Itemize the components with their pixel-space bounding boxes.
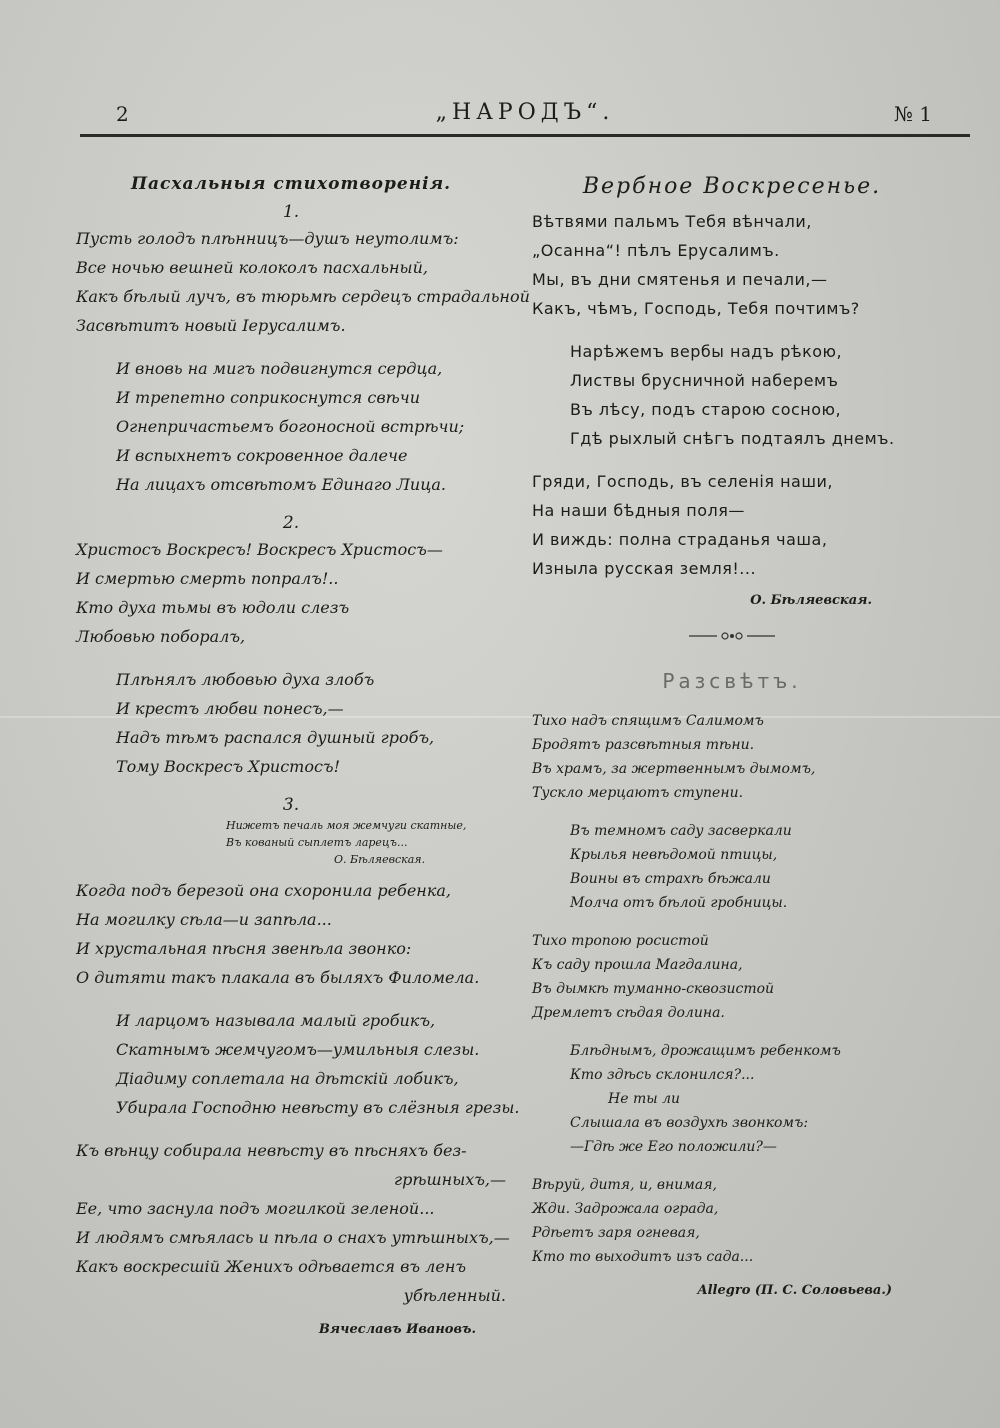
stanza: [532, 467, 932, 583]
verse-line: Гряди, Господь, въ селенія наши,: [532, 472, 833, 491]
verse-line: Огнепричастьемъ богоносной встрѣчи;: [116, 417, 465, 436]
verse-line: Вѣтвями пальмъ Тебя вѣнчали,: [532, 212, 812, 231]
verse-line: Воины въ страхѣ бѣжали: [570, 871, 771, 887]
stanza: [532, 819, 932, 915]
verse-line: Ее, что заснула подъ могилкой зеленой...: [76, 1199, 435, 1218]
verse-line: Тускло мерцаютъ ступени.: [532, 785, 744, 801]
epigraph-line: Въ кованый сыплетъ ларецъ...: [226, 836, 408, 849]
verse-line: Какъ бѣлый лучъ, въ тюрьмѣ сердецъ страдальной: [76, 287, 530, 306]
stanza: [532, 1173, 932, 1269]
verse-line: „Осанна“! пѣлъ Ерусалимъ.: [532, 241, 780, 260]
epigraph-line: Нижетъ печаль моя жемчуги скатные,: [226, 819, 467, 832]
poem-razsvet: [532, 709, 932, 1269]
verse-line: Тому Воскресъ Христосъ!: [116, 757, 341, 776]
verse-line: О дитяти такъ плакала въ быляхъ Филомела.: [76, 968, 480, 987]
signature-allegro: Allegro (П. С. Соловьева.): [697, 1283, 892, 1298]
verse-line: Въ храмъ, за жертвеннымъ дымомъ,: [532, 761, 816, 777]
verse-line: Молча отъ бѣлой гробницы.: [570, 895, 788, 911]
right-column: [532, 160, 932, 1298]
verse-line: Бродятъ разсвѣтныя тѣни.: [532, 737, 755, 753]
stanza: [76, 224, 530, 340]
header-rule: [80, 134, 970, 137]
verse-line: Когда подъ березой она схоронила ребенка,: [76, 881, 451, 900]
verse-line: Кто духа тьмы въ юдоли слезъ: [76, 598, 350, 617]
verse-line: Къ саду прошла Магдалина,: [532, 957, 743, 973]
stanza: [532, 207, 932, 323]
stanza: [76, 665, 506, 781]
verse-line: Засвѣтитъ новый Іерусалимъ.: [76, 316, 346, 335]
verse-line: Все ночью вешней колоколъ пасхальный,: [76, 258, 428, 277]
stanza: [532, 337, 932, 453]
stanza: [76, 1136, 510, 1310]
verse-line: Нарѣжемъ вербы надъ рѣкою,: [570, 342, 843, 361]
verse-line: —Гдѣ же Его положили?—: [570, 1139, 777, 1155]
verse-line: Христосъ Воскресъ! Воскресъ Христосъ—: [76, 540, 443, 559]
verse-line: Любовью поборалъ,: [76, 627, 246, 646]
stanza: [76, 876, 506, 992]
stanza: [76, 1006, 520, 1122]
verse-line: Не ты ли: [608, 1091, 681, 1107]
verse-line: Слышала въ воздухѣ звонкомъ:: [570, 1115, 809, 1131]
verse-line: Тихо тропою росистой: [532, 933, 709, 949]
right-title-1: Вербное Воскресенье.: [582, 174, 882, 199]
epigraph-author: О. Бѣляевская.: [334, 853, 426, 866]
verse-line: И вновь на мигъ подвигнутся сердца,: [116, 359, 443, 378]
verse-line: И людямъ смѣялась и пѣла о снахъ утѣшныхъ,—: [76, 1228, 510, 1247]
right-title-2: Разсвѣтъ.: [662, 669, 802, 693]
verse-line: Блѣднымъ, дрожащимъ ребенкомъ: [570, 1043, 841, 1059]
verse-line: Мы, въ дни смятенья и печали,—: [532, 270, 828, 289]
verse-line: Рдѣетъ заря огневая,: [532, 1225, 700, 1241]
verse-line: Діадиму соплетала на дѣтскій лобикъ,: [116, 1069, 459, 1088]
issue-number: № 1: [893, 102, 932, 126]
section-number-2: 2.: [282, 513, 300, 533]
verse-line: Вѣруй, дитя, и, внимая,: [532, 1177, 717, 1193]
verse-line: Какъ воскресшій Женихъ одѣвается въ ленъ: [76, 1257, 467, 1276]
verse-line: Въ дымкѣ туманно-сквозистой: [532, 981, 775, 997]
section-number-3: 3.: [282, 795, 300, 815]
stanza: [532, 1039, 932, 1159]
verse-line: На могилку сѣла—и запѣла...: [76, 910, 332, 929]
verse-line: Надъ тѣмъ распался душный гробъ,: [116, 728, 435, 747]
verse-line: Листвы брусничной наберемъ: [570, 371, 839, 390]
left-column: [76, 160, 530, 1337]
signature-ivanov: Вячеславъ Ивановъ.: [318, 1322, 476, 1337]
epigraph: [76, 817, 506, 868]
stanza: [76, 354, 506, 499]
verse-line: И хрустальная пѣсня звенѣла звонко:: [76, 939, 412, 958]
verse-line: Скатнымъ жемчугомъ—умильныя слезы.: [116, 1040, 480, 1059]
verse-line: Жди. Задрожала ограда,: [532, 1201, 719, 1217]
verse-line: Тихо надъ спящимъ Салимомъ: [532, 713, 764, 729]
verse-line: Плѣнялъ любовью духа злобъ: [116, 670, 375, 689]
stanza: [532, 709, 932, 805]
verse-line-continuation: убѣленный.: [403, 1286, 506, 1305]
section-number-1: 1.: [282, 202, 300, 222]
verse-line: Кто то выходитъ изъ сада...: [532, 1249, 754, 1265]
verse-line: Кто здѣсь склонился?...: [570, 1067, 755, 1083]
signature-belyaevskaya: О. Бѣляевская.: [750, 593, 872, 608]
verse-line: И смертью смерть попралъ!..: [76, 569, 339, 588]
verse-line: Крылья невѣдомой птицы,: [570, 847, 778, 863]
left-title: Пасхальныя стихотворенія.: [130, 174, 452, 194]
stanza: [532, 929, 932, 1025]
verse-line: И виждь: полна страданья чаша,: [532, 530, 828, 549]
verse-line: И вспыхнетъ сокровенное далече: [116, 446, 408, 465]
verse-line: Какъ, чѣмъ, Господь, Тебя почтимъ?: [532, 299, 860, 318]
verse-line: Къ вѣнцу собирала невѣсту въ пѣсняхъ без-: [76, 1141, 467, 1160]
verse-line: И крестъ любви понесъ,—: [116, 699, 344, 718]
verse-line: Въ темномъ саду засверкали: [570, 823, 792, 839]
verse-line: Пусть голодъ плѣнницъ—душъ неутолимъ:: [76, 229, 459, 248]
verse-line: Въ лѣсу, подъ старою сосною,: [570, 400, 842, 419]
ornament-divider: [532, 628, 932, 647]
verse-line: Убирала Господню невѣсту въ слёзныя грезы.: [116, 1098, 520, 1117]
newspaper-title: „НАРОДЪ“.: [435, 100, 615, 125]
verse-line: Изныла русская земля!...: [532, 559, 757, 578]
verse-line: Дремлетъ сѣдая долина.: [532, 1005, 725, 1021]
ornament-icon: [687, 629, 777, 643]
stanza: [76, 535, 506, 651]
verse-line: На наши бѣдныя поля—: [532, 501, 745, 520]
verse-line: И ларцомъ называла малый гробикъ,: [116, 1011, 436, 1030]
page-number: 2: [116, 102, 129, 126]
verse-line: Гдѣ рыхлый снѣгъ подтаялъ днемъ.: [570, 429, 895, 448]
verse-line-continuation: грѣшныхъ,—: [394, 1170, 506, 1189]
page-header: [80, 96, 970, 136]
verse-line: И трепетно соприкоснутся свѣчи: [116, 388, 420, 407]
verse-line: На лицахъ отсвѣтомъ Единаго Лица.: [116, 475, 447, 494]
